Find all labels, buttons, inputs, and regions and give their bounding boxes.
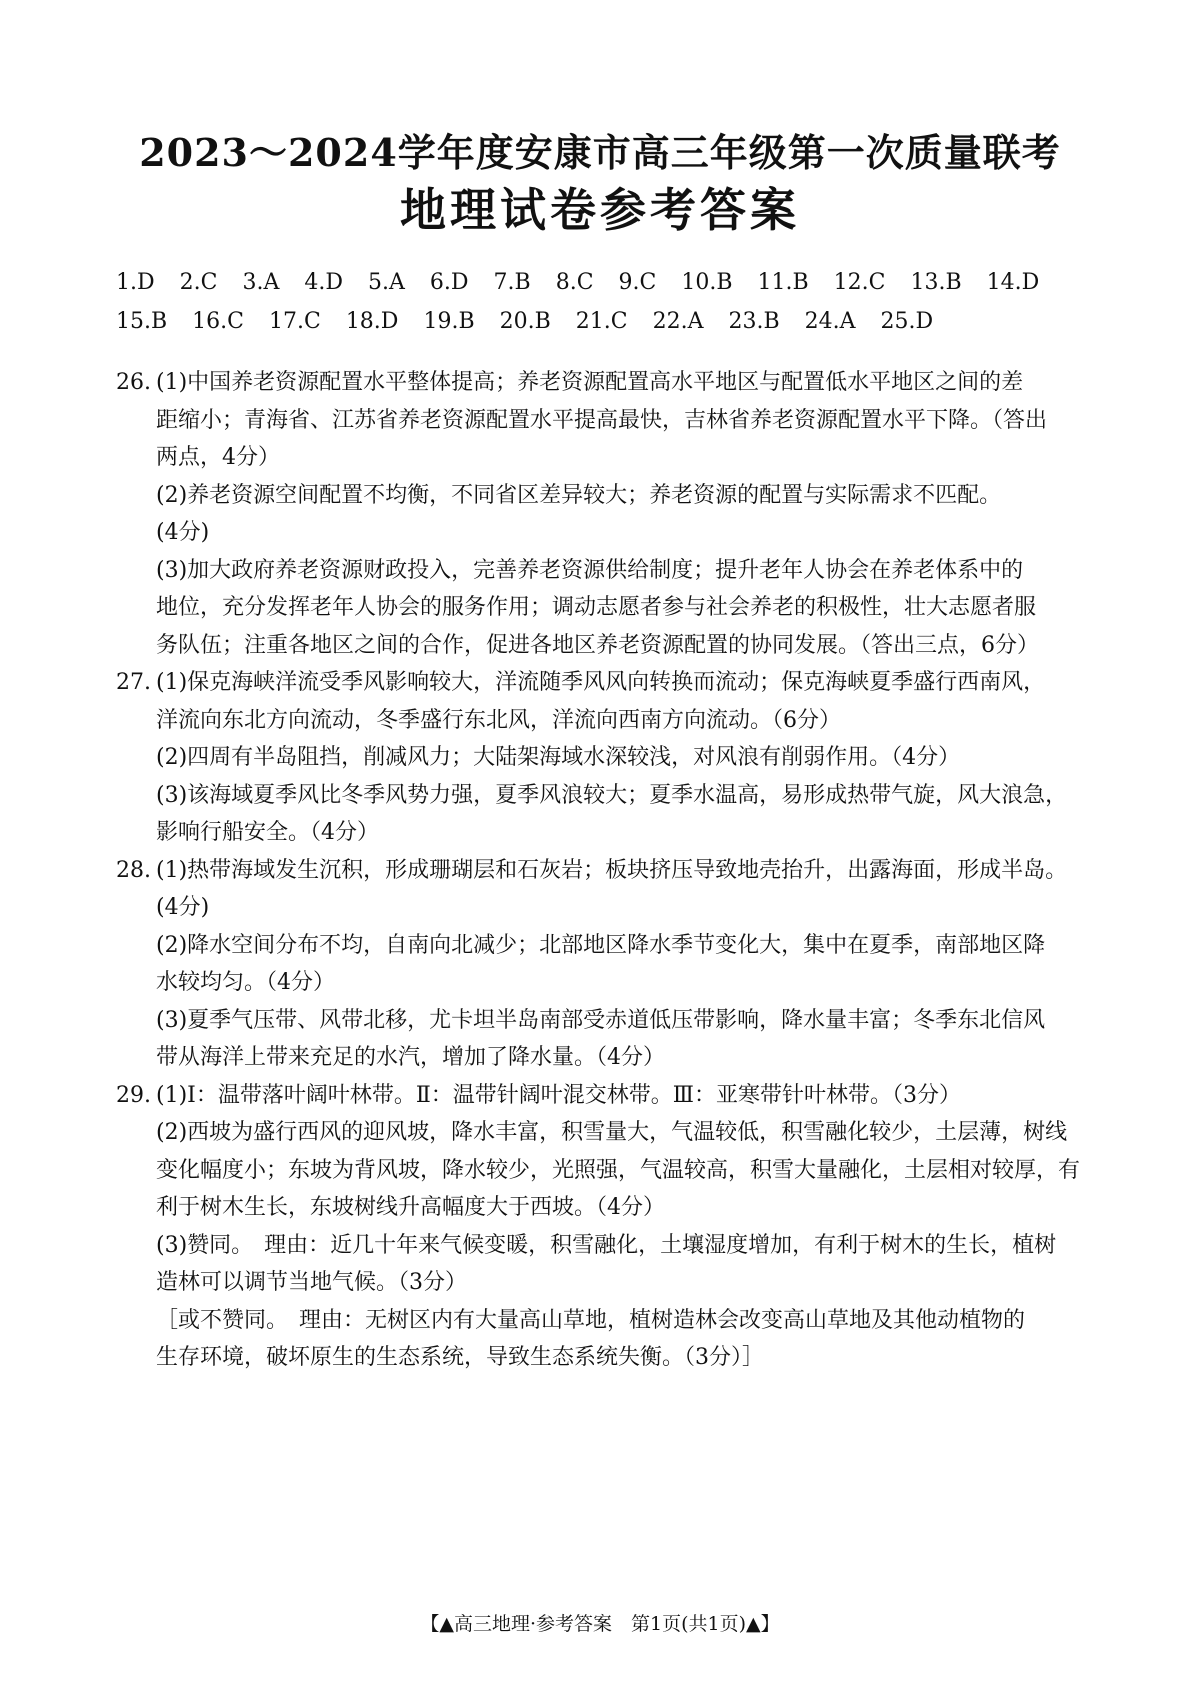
mc-answer: 3.A: [242, 270, 280, 295]
mc-answer: 12.C: [833, 270, 886, 295]
answer-line: 务队伍；注重各地区之间的合作，促进各地区养老资源配置的协同发展。（答出三点，6分）: [156, 632, 1040, 658]
exam-title: 2023～2024学年度安康市高三年级第一次质量联考: [139, 130, 1061, 175]
answer-line: (3)加大政府养老资源财政投入，完善养老资源供给制度；提升老年人协会在养老体系中的: [156, 557, 1024, 583]
mc-answer: 21.C: [575, 309, 628, 334]
question-29: [116, 1077, 1096, 1377]
mc-answers-row-1: [116, 265, 1096, 301]
answer-line: (3)该海域夏季风比冬季风势力强，夏季风浪较大；夏季水温高，易形成热带气旋，风大浪急，: [156, 782, 1068, 808]
mc-answer: 8.C: [555, 270, 594, 295]
question-number: 29.: [116, 1082, 151, 1108]
answer-line: (1)保克海峡洋流受季风影响较大，洋流随季风风向转换而流动；保克海峡夏季盛行西南风，: [156, 670, 1046, 695]
answer-line: (2)降水空间分布不均，自南向北减少；北部地区降水季节变化大，集中在夏季，南部地区降: [156, 932, 1046, 958]
question-27: [116, 664, 1096, 852]
answer-line: 生存环境，破坏原生的生态系统，导致生态系统失衡。（3分）］: [156, 1345, 764, 1370]
answer-line: (4分): [156, 520, 210, 545]
answer-line: 洋流向东北方向流动，冬季盛行东北风，洋流向西南方向流动。（6分）: [156, 707, 841, 733]
answer-line: (1)Ⅰ：温带落叶阔叶林带。Ⅱ：温带针阔叶混交林带。Ⅲ：亚寒带针叶林带。（3分）: [156, 1082, 962, 1108]
answer-line: (2)西坡为盛行西风的迎风坡，降水丰富，积雪量大，气温较低，积雪融化较少，土层薄，树线: [156, 1120, 1068, 1145]
mc-answer: 7.B: [493, 270, 531, 295]
answer-line: 造林可以调节当地气候。（3分）: [156, 1270, 467, 1295]
answer-line: 影响行船安全。（4分）: [156, 820, 379, 845]
question-26: [116, 364, 1096, 664]
mc-answer: 14.D: [986, 270, 1040, 295]
mc-answer: 19.B: [423, 309, 475, 334]
mc-answer: 25.D: [880, 309, 934, 334]
mc-answer: 9.C: [618, 270, 657, 295]
mc-answer: 20.B: [499, 309, 551, 334]
mc-answer: 1.D: [116, 270, 155, 295]
answer-line: (2)四周有半岛阻挡，削减风力；大陆架海域水深较浅，对风浪有削弱作用。（4分）: [156, 745, 961, 770]
mc-answer: 11.B: [757, 270, 809, 295]
answer-line: ［或不赞同。 理由：无树区内有大量高山草地，植树造林会改变高山草地及其他动植物的: [156, 1307, 1026, 1333]
answer-line: (1)热带海域发生沉积，形成珊瑚层和石灰岩；板块挤压导致地壳抬升，出露海面，形成半岛。: [156, 857, 1068, 883]
mc-answer: 2.C: [179, 270, 218, 295]
mc-answers-row-2: [116, 304, 1096, 340]
answer-line: 两点，4分）: [156, 445, 280, 470]
answer-line: (3)夏季气压带、风带北移，尤卡坦半岛南部受赤道低压带影响，降水量丰富；冬季东北信风: [156, 1007, 1046, 1033]
answer-content: [116, 364, 1096, 1377]
answer-line: 水较均匀。（4分）: [156, 970, 335, 995]
question-28: [116, 852, 1096, 1077]
question-number: 26.: [116, 370, 151, 395]
answer-line: (1)中国养老资源配置水平整体提高；养老资源配置高水平地区与配置低水平地区之间的差: [156, 370, 1024, 395]
mc-answer: 18.D: [345, 309, 399, 334]
mc-answer: 15.B: [116, 309, 168, 334]
question-number: 27.: [116, 670, 151, 695]
mc-answer: 17.C: [268, 309, 321, 334]
mc-answer: 4.D: [304, 270, 343, 295]
document-subtitle: 地理试卷参考答案: [400, 183, 800, 237]
page-footer: 【▲高三地理·参考答案 第1页(共1页)▲】: [420, 1613, 780, 1635]
mc-answer: 22.A: [652, 309, 704, 334]
answer-line: 地位，充分发挥老年人协会的服务作用；调动志愿者参与社会养老的积极性，壮大志愿者服: [156, 595, 1037, 620]
answer-line: (3)赞同。 理由：近几十年来气候变暖，积雪融化，土壤湿度增加，有利于树木的生长，植树: [156, 1232, 1057, 1258]
mc-answer: 13.B: [910, 270, 962, 295]
mc-answer: 6.D: [429, 270, 469, 295]
mc-answer: 23.B: [728, 309, 780, 334]
answer-line: (2)养老资源空间配置不均衡，不同省区差异较大；养老资源的配置与实际需求不匹配。: [156, 482, 1002, 508]
answer-line: 变化幅度小；东坡为背风坡，降水较少，光照强，气温较高，积雪大量融化，土层相对较厚，有: [156, 1157, 1081, 1183]
mc-answer: 10.B: [681, 270, 733, 295]
answer-line: 距缩小；青海省、江苏省养老资源配置水平提高最快，吉林省养老资源配置水平下降。（答出: [156, 407, 1048, 433]
answer-line: 带从海洋上带来充足的水汽，增加了降水量。（4分）: [156, 1045, 665, 1070]
answer-line: 利于树木生长，东坡树线升高幅度大于西坡。（4分）: [156, 1195, 665, 1220]
question-number: 28.: [116, 857, 151, 883]
mc-answer: 24.A: [804, 309, 856, 334]
answer-line: (4分): [156, 895, 210, 920]
mc-answer: 16.C: [192, 309, 244, 334]
mc-answer: 5.A: [368, 270, 405, 295]
